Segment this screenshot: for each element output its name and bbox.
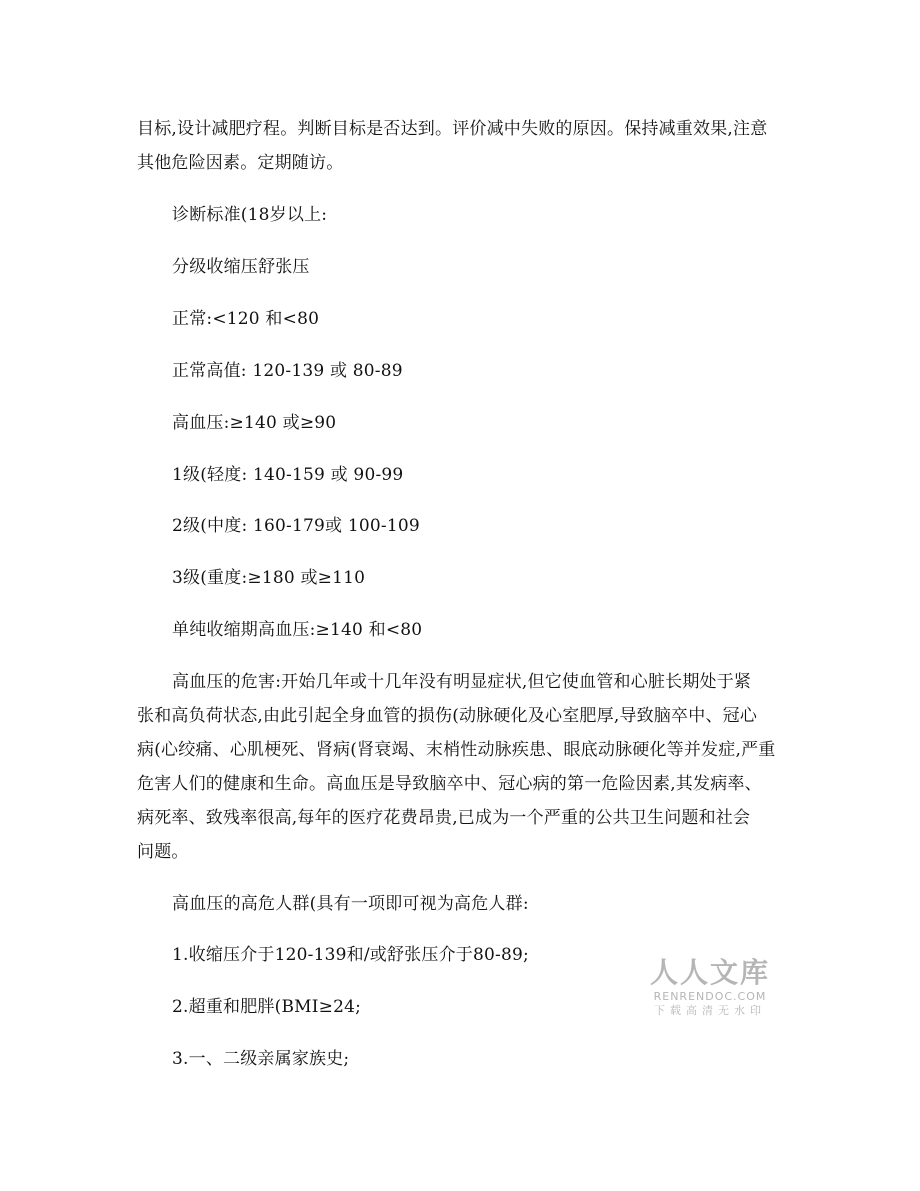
watermark-logo bbox=[645, 958, 775, 1017]
text-line: 其他危险因素。定期随访。 bbox=[137, 153, 344, 173]
text-line: 诊断标准(18岁以上: bbox=[172, 205, 328, 225]
watermark-title: 人人文库 bbox=[649, 956, 770, 989]
text-line: 正常高值: 120-139 或 80-89 bbox=[172, 361, 403, 381]
text-line: 正常:<120 和<80 bbox=[172, 309, 320, 329]
text-line: 3.一、二级亲属家族史; bbox=[172, 1049, 350, 1069]
text-line: 危害人们的健康和生命。高血压是导致脑卒中、冠心病的第一危险因素,其发病率、 bbox=[137, 774, 762, 794]
text-line: 高血压的危害:开始几年或十几年没有明显症状,但它使血管和心脏长期处于紧 bbox=[172, 672, 752, 692]
text-line: 病(心绞痛、心肌梗死、肾病(肾衰竭、末梢性动脉疾患、眼底动脉硬化等并发症,严重 bbox=[137, 740, 776, 760]
text-line: 1级(轻度: 140-159 或 90-99 bbox=[172, 465, 404, 485]
text-line: 分级收缩压舒张压 bbox=[172, 257, 310, 277]
text-line: 高血压的高危人群(具有一项即可视为高危人群: bbox=[172, 894, 529, 914]
text-line: 2.超重和肥胖(BMI≥24; bbox=[172, 997, 362, 1017]
text-line: 高血压:≥140 或≥90 bbox=[172, 413, 337, 433]
text-line: 病死率、致残率很高,每年的医疗花费昂贵,已成为一个严重的公共卫生问题和社会 bbox=[137, 808, 751, 828]
watermark-slogan: 下载高清无水印 bbox=[654, 1004, 766, 1017]
text-line: 3级(重度:≥180 或≥110 bbox=[172, 568, 366, 588]
text-line: 1.收缩压介于120-139和/或舒张压介于80-89; bbox=[172, 945, 529, 965]
watermark-domain: RENRENDOC.COM bbox=[653, 990, 767, 1003]
text-line: 2级(中度: 160-179或 100-109 bbox=[172, 516, 420, 536]
text-line: 单纯收缩期高血压:≥140 和<80 bbox=[172, 620, 423, 640]
text-line: 目标,设计减肥疗程。判断目标是否达到。评价减中失败的原因。保持减重效果,注意 bbox=[137, 119, 768, 139]
text-line: 张和高负荷状态,由此引起全身血管的损伤(动脉硬化及心室肥厚,导致脑卒中、冠心 bbox=[137, 706, 758, 726]
text-line: 问题。 bbox=[137, 842, 189, 862]
